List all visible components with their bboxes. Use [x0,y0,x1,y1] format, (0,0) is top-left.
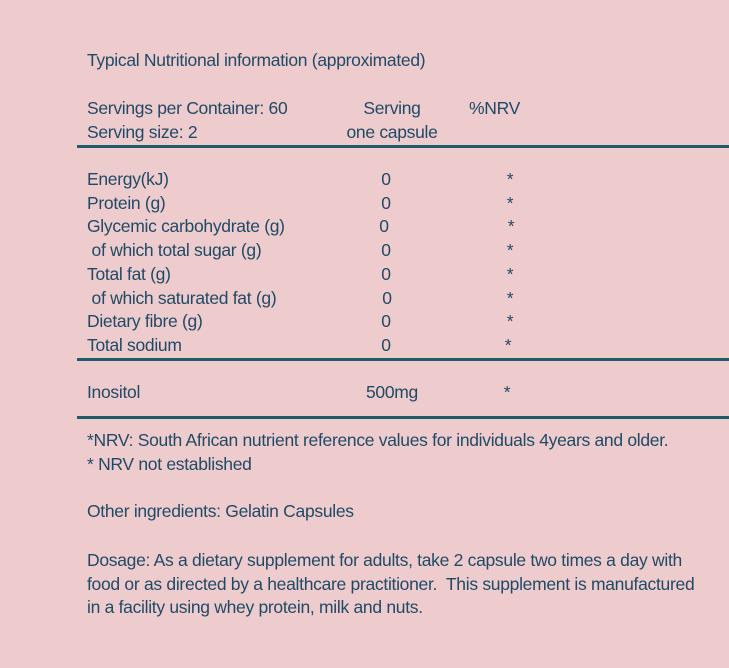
nutrient-name: Dietary fibre (g) [87,311,203,331]
nutrient-nrv: * [504,335,512,355]
nutrient-value: 0 [381,264,391,284]
nutrient-name: of which saturated fat (g) [87,288,277,308]
divider-rule [77,416,729,419]
active-ingredient-value: 500mg [365,382,418,402]
nutrient-name: Energy(kJ) [87,169,169,189]
nutrient-value: 0 [379,216,389,236]
divider-rule [77,358,729,361]
dosage-line: Dosage: As a dietary supplement for adults, take 2 capsule two times a day with [87,550,682,570]
dosage-line: in a facility using whey protein, milk and nuts. [87,597,423,617]
label-title: Typical Nutritional information (approximated) [87,50,426,70]
nutrient-nrv: * [506,240,514,260]
nutrient-nrv: * [506,311,514,331]
nrv-not-established-note: * NRV not established [87,454,252,474]
column-header-serving-sub: one capsule [346,122,438,142]
nutrient-value: 0 [381,335,391,355]
column-header-nrv: %NRV [469,98,520,118]
dosage-line: food or as directed by a healthcare practitioner. This supplement is manufactured [87,574,695,594]
column-header-serving: Serving [363,98,421,118]
nutrient-value: 0 [381,311,391,331]
nutrient-nrv: * [506,169,514,189]
nutrient-value: 0 [381,193,391,213]
nutrient-value: 0 [381,240,391,260]
nutrient-value: 0 [381,169,391,189]
nrv-definition-note: *NRV: South African nutrient reference values for individuals 4years and older. [87,430,669,450]
nutrient-value: 0 [382,288,392,308]
nutrient-nrv: * [506,264,514,284]
other-ingredients: Other ingredients: Gelatin Capsules [87,501,354,521]
active-ingredient-name: Inositol [87,382,141,402]
nutrient-nrv: * [507,216,515,236]
nutrient-name: Total sodium [87,335,182,355]
divider-rule [77,145,729,148]
nutrient-name: Total fat (g) [87,264,171,284]
serving-size: Serving size: 2 [87,122,198,142]
active-ingredient-nrv: * [503,382,511,402]
nutrient-name: Glycemic carbohydrate (g) [87,216,285,236]
nutrient-nrv: * [506,288,514,308]
nutrient-name: Protein (g) [87,193,166,213]
nutrient-name: of which total sugar (g) [87,240,262,260]
nutrient-nrv: * [506,193,514,213]
servings-per-container: Servings per Container: 60 [87,98,288,118]
